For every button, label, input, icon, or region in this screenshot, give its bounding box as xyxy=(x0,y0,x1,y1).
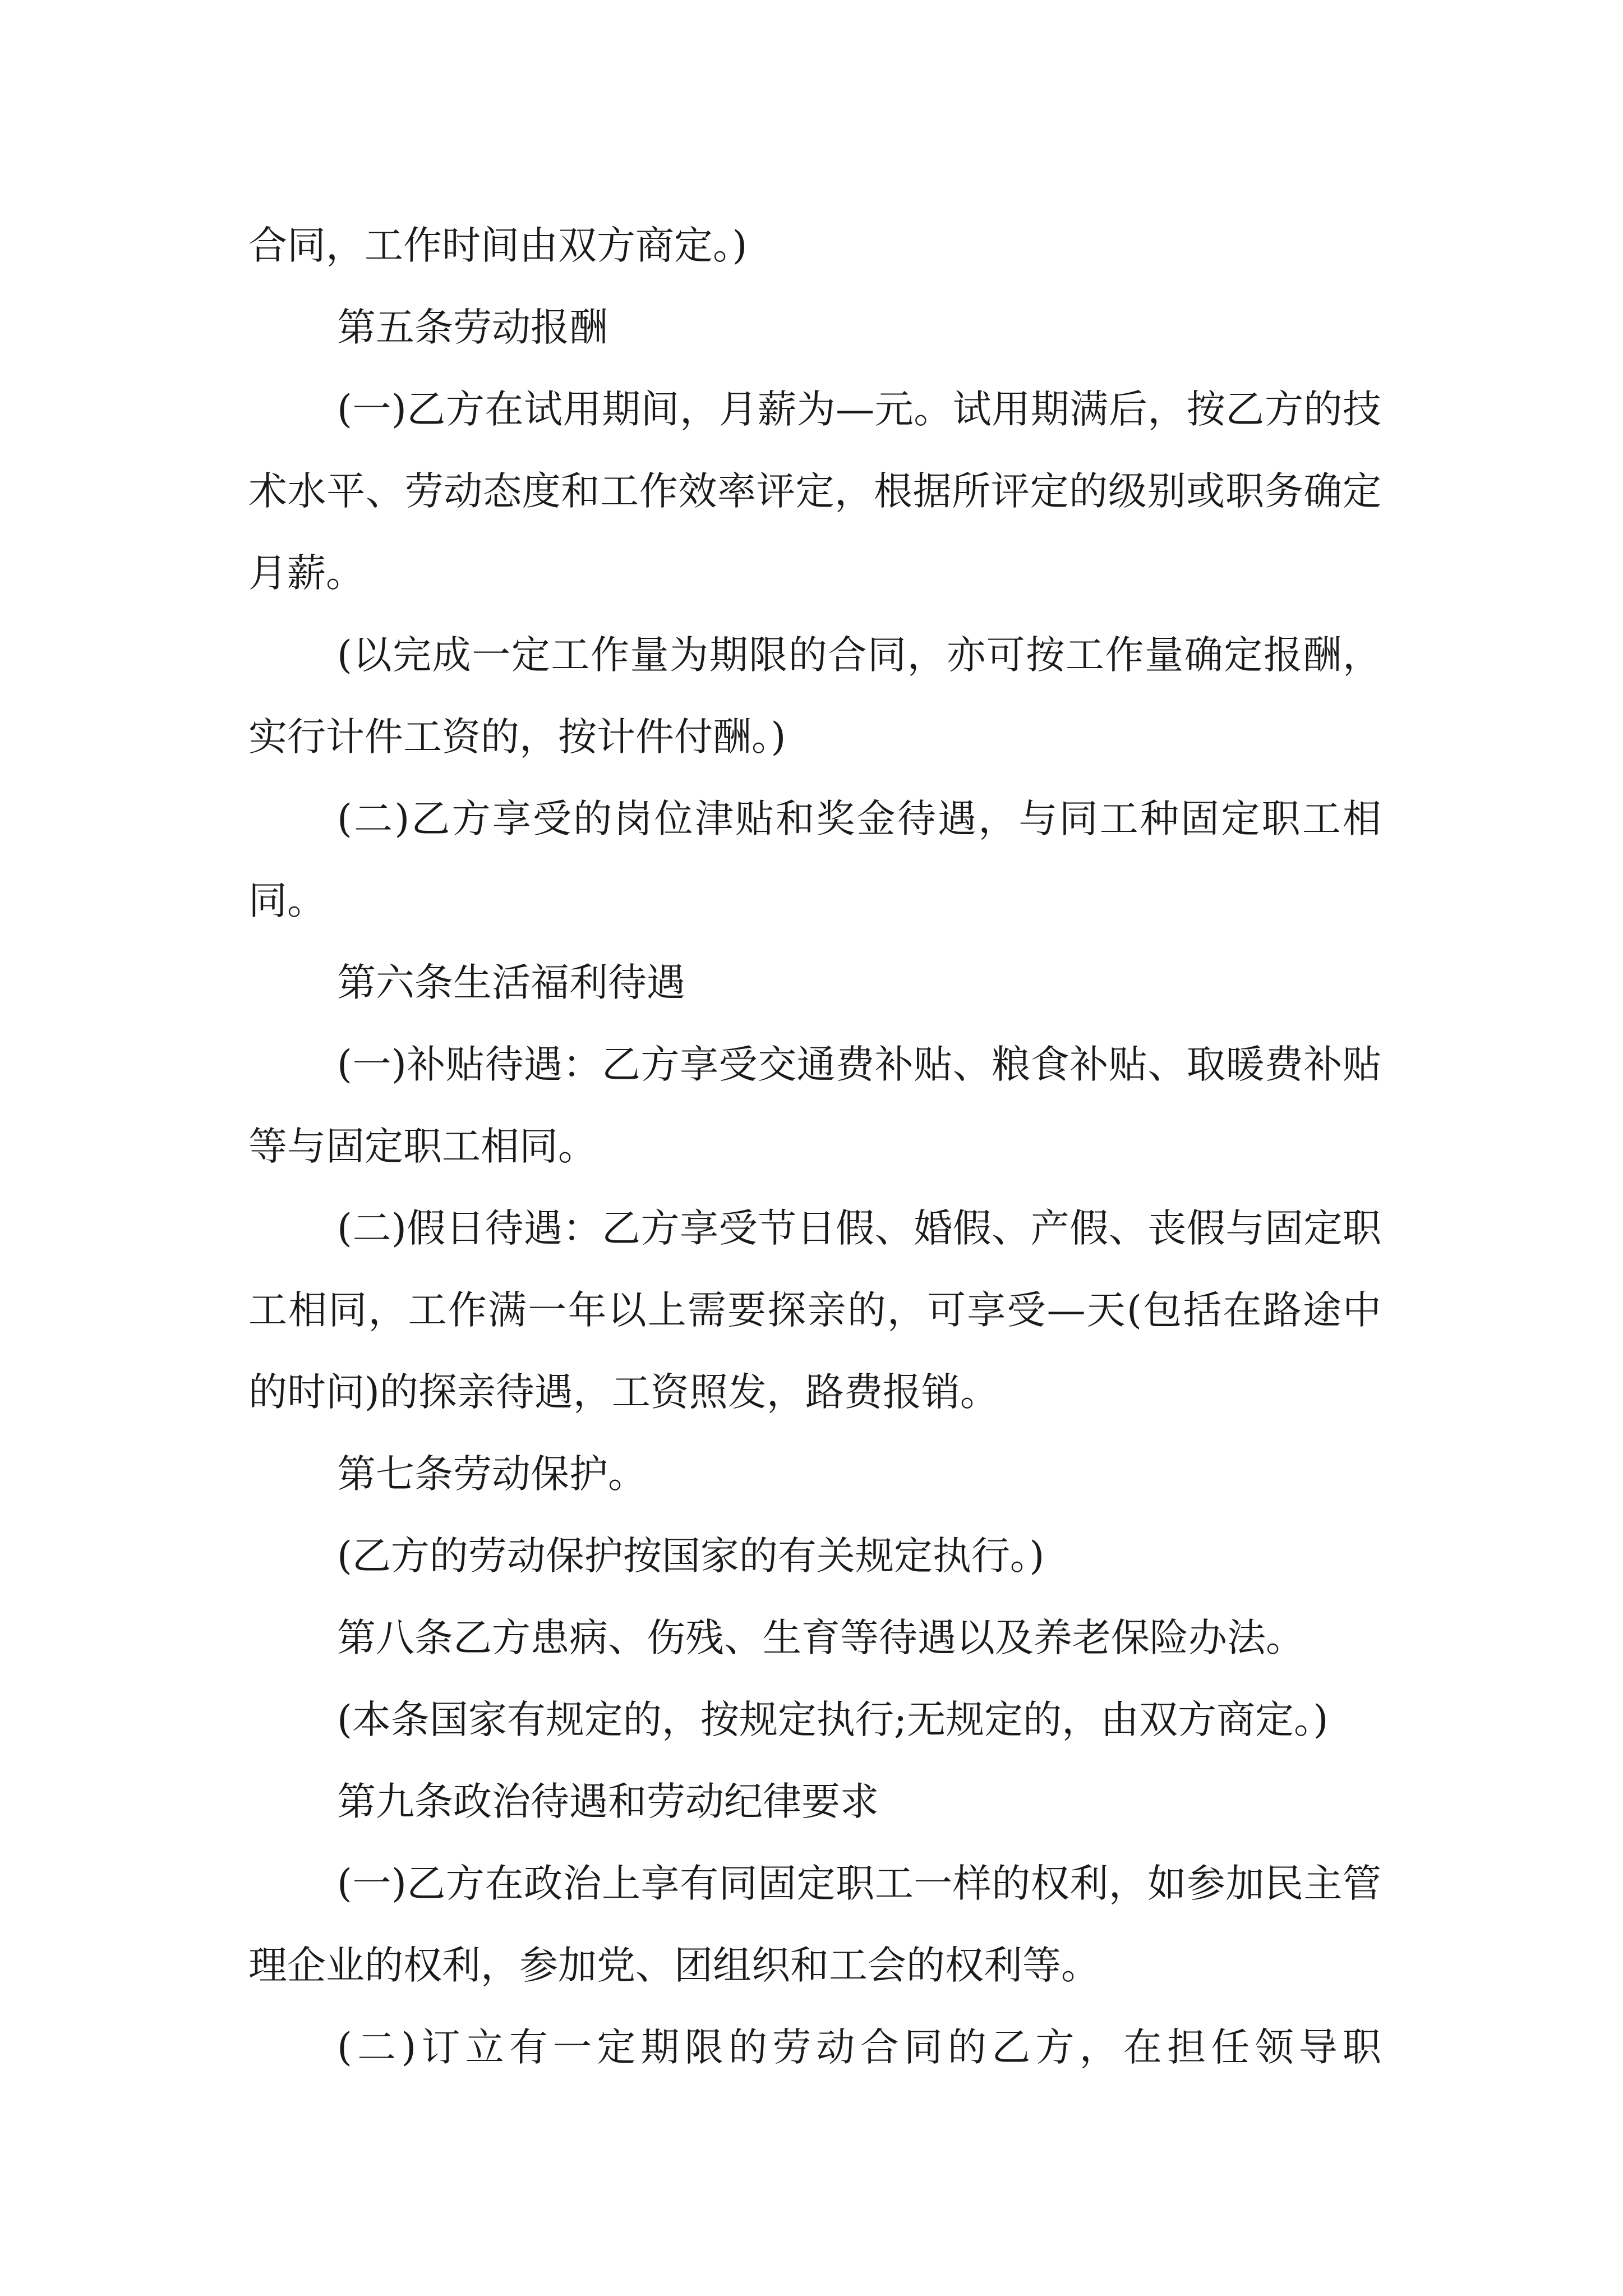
article-5-clause-1: (一)乙方在试用期间，月薪为—元。试用期满后，按乙方的技术水平、劳动态度和工作效率评定，根据所评定的级别或职务确定月薪。 xyxy=(248,387,1381,596)
article-6-clause-1: (一)补贴待遇：乙方享受交通费补贴、粮食补贴、取暖费补贴等与固定职工相同。 xyxy=(248,1042,1381,1169)
article-9-clause-1: (一)乙方在政治上享有同固定职工一样的权利，如参加民主管理企业的权利，参加党、团组织和工会的权利等。 xyxy=(248,1861,1381,1988)
article-5-heading: 第五条劳动报酬 xyxy=(337,305,608,350)
article-5-note: (以完成一定工作量为期限的合同，亦可按工作量确定报酬，实行计件工资的，按计件付酬。) xyxy=(248,633,1381,760)
article-9-heading: 第九条政治待遇和劳动纪律要求 xyxy=(337,1779,879,1824)
article-7-note: (乙方的劳动保护按国家的有关规定执行。) xyxy=(337,1534,1045,1579)
paragraph-continuation: 合同，工作时间由双方商定。) xyxy=(248,223,748,268)
article-8-note: (本条国家有规定的，按规定执行;无规定的，由双方商定。) xyxy=(337,1697,1329,1742)
article-8-heading: 第八条乙方患病、伤残、生育等待遇以及养老保险办法。 xyxy=(337,1616,1304,1660)
article-5-clause-2: (二)乙方享受的岗位津贴和奖金待遇，与同工种固定职工相同。 xyxy=(248,797,1381,923)
article-7-heading: 第七条劳动保护。 xyxy=(337,1452,647,1497)
article-9-clause-2: (二)订立有一定期限的劳动合同的乙方，在担任领导职 xyxy=(337,2025,1381,2070)
article-6-clause-2: (二)假日待遇：乙方享受节日假、婚假、产假、丧假与固定职工相同，工作满一年以上需要探亲的，可享受—天(包括在路途中的时问)的探亲待遇，工资照发，路费报销。 xyxy=(248,1206,1381,1415)
article-6-heading: 第六条生活福利待遇 xyxy=(337,960,685,1005)
contract-body-text xyxy=(248,205,1381,2088)
